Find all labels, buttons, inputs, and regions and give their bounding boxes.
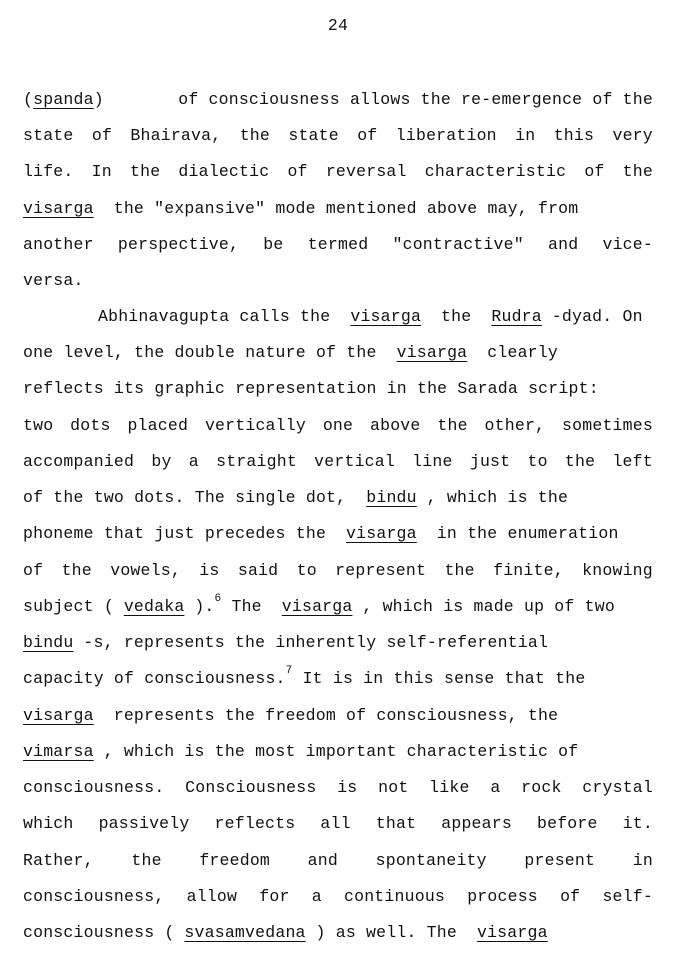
word: left (612, 452, 653, 471)
word: Consciousness (185, 778, 317, 797)
text-line (23, 559, 653, 583)
term-visarga: visarga (23, 199, 94, 218)
word: the (564, 452, 596, 471)
word: a (490, 778, 501, 797)
word: it. (622, 814, 653, 833)
word: vice- (602, 235, 653, 254)
word: appears (441, 814, 512, 833)
word: dialectic (178, 162, 270, 181)
term-visarga: visarga (350, 307, 422, 326)
word: vertically (204, 416, 306, 435)
word: line (412, 452, 453, 471)
word: to (527, 452, 548, 471)
word: represent (335, 561, 427, 580)
word: spontaneity (375, 851, 487, 870)
text-line: bindu -s, represents the inherently self-referential (23, 633, 549, 652)
word: placed (127, 416, 189, 435)
word: a (188, 452, 199, 471)
text-line (23, 233, 653, 257)
word: said (237, 561, 279, 580)
text-line: of the two dots. The single dot, bindu , which is the (23, 488, 569, 507)
word: and (307, 851, 338, 870)
text-line: visarga represents the freedom of consciousness, the (23, 706, 559, 725)
text-line: phoneme that just precedes the visarga in the enumeration (23, 524, 619, 543)
word: Rather, (23, 851, 94, 870)
term-visarga: visarga (396, 343, 468, 362)
word: not (378, 778, 409, 797)
word: state (288, 126, 339, 145)
word: by (151, 452, 172, 471)
word: dots (70, 416, 111, 435)
text-line: reflects its graphic representation in the Sarada script: (23, 379, 599, 398)
text-line (23, 849, 653, 873)
word: a (311, 887, 322, 906)
word: the (444, 561, 475, 580)
term-visarga: visarga (23, 706, 94, 725)
word: finite, (493, 561, 564, 580)
paragraph-start-line: Abhinavagupta calls the visarga the Rudra -dyad. On (98, 307, 643, 326)
word: another (23, 235, 94, 254)
term-vedaka: vedaka (123, 597, 185, 616)
word: consciousness, (23, 887, 165, 906)
text-line (23, 414, 653, 438)
word: freedom (199, 851, 271, 870)
word: straight (216, 452, 297, 471)
word: in (515, 126, 536, 145)
word: allow (186, 887, 238, 906)
word: life. (23, 162, 74, 181)
word: vowels, (110, 561, 181, 580)
term-visarga: visarga (281, 597, 353, 616)
word: continuous (344, 887, 446, 906)
text-line: subject ( vedaka ).$^6$ The visarga , which is made up of two (23, 593, 615, 616)
term-svasamvedana: svasamvedana (184, 923, 306, 942)
text-line: one level, the double nature of the visarga clearly (23, 343, 558, 362)
word: just (469, 452, 511, 471)
word: the (61, 561, 92, 580)
word: this (553, 126, 595, 145)
text-line: (spanda) of consciousness allows the re-emergence of the (23, 90, 653, 109)
text-line: versa. (23, 271, 84, 290)
word: other, (484, 416, 546, 435)
word: in (632, 851, 653, 870)
word: of (91, 126, 113, 145)
word: vertical (314, 452, 395, 471)
word: and (547, 235, 579, 254)
word: the (131, 851, 162, 870)
footnote-ref-6: 6 (214, 593, 222, 605)
word: sometimes (562, 416, 653, 435)
word: In (91, 162, 112, 181)
word: above (370, 416, 421, 435)
word: consciousness. (23, 778, 165, 797)
word: the (239, 126, 270, 145)
text-line (23, 124, 653, 148)
word: the (622, 162, 653, 181)
word: process (467, 887, 538, 906)
text-line (23, 450, 653, 474)
word: to (296, 561, 317, 580)
word: that (375, 814, 417, 833)
word: all (320, 814, 351, 833)
word: Bhairava, (130, 126, 222, 145)
text-line (23, 160, 653, 184)
word: before (537, 814, 598, 833)
word: is (199, 561, 220, 580)
word: one (322, 416, 354, 435)
word: reversal (325, 162, 407, 181)
text-line: visarga the "expansive" mode mentioned above may, from (23, 197, 653, 221)
term-vimarsa: vimarsa (23, 742, 94, 761)
word: crystal (582, 778, 653, 797)
text-line (23, 776, 653, 800)
word: accompanied (23, 452, 135, 471)
word: is (337, 778, 358, 797)
word: rock (521, 778, 562, 797)
word: perspective, (117, 235, 240, 254)
word: passively (98, 814, 190, 833)
term-spanda: spanda (33, 90, 94, 109)
term-visarga: visarga (476, 923, 548, 942)
word: the (129, 162, 161, 181)
text-line (23, 812, 653, 836)
word: liberation (395, 126, 497, 145)
word: of (357, 126, 378, 145)
text-line: consciousness ( svasamvedana ) as well. The visarga (23, 923, 548, 942)
page-number: 24 (327, 16, 349, 35)
word: self- (602, 887, 653, 906)
word: of (560, 887, 581, 906)
word: present (524, 851, 596, 870)
term-bindu: bindu (23, 633, 74, 652)
word: very (612, 126, 653, 145)
word: state (23, 126, 74, 145)
word: "contractive" (392, 235, 524, 254)
word: two (23, 416, 54, 435)
word: of (23, 561, 44, 580)
term-rudra: Rudra (491, 307, 542, 326)
word: for (259, 887, 290, 906)
word: be (263, 235, 284, 254)
word: which (23, 814, 74, 833)
word: termed (307, 235, 369, 254)
text-line: vimarsa , which is the most important characteristic of (23, 742, 579, 761)
word: like (429, 778, 470, 797)
word: of (584, 162, 605, 181)
footnote-ref-7: 7 (285, 665, 293, 677)
text-line (23, 885, 653, 909)
word: the (437, 416, 468, 435)
word: of (287, 162, 308, 181)
word: reflects (214, 814, 296, 833)
term-visarga: visarga (346, 524, 417, 543)
word: knowing (582, 561, 653, 580)
term-bindu: bindu (366, 488, 417, 507)
text-line: capacity of consciousness.$^7$ It is in this sense that the (23, 665, 586, 688)
word: characteristic (424, 162, 567, 181)
